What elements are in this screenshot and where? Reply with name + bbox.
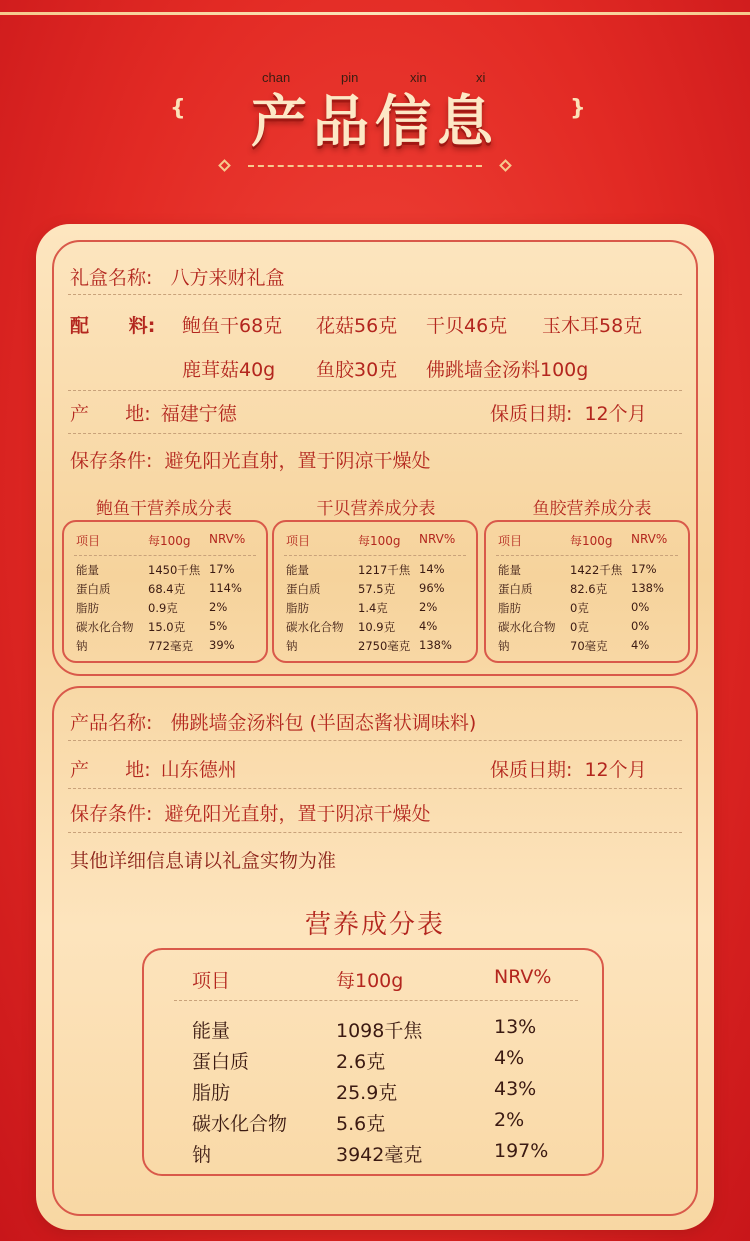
soup-origin-label: 产 地: [70, 759, 151, 781]
soup-nutrition-table: 项目 每100g NRV% 能量 1098千焦 13% 蛋白质 2.6克 4% 脂肪 25.9克 43% 碳水化合物 5.6克 2% 钠 3942毫克 197% [142, 948, 604, 1176]
table-row: 脂肪 0克 0% [498, 600, 650, 615]
table-row: 脂肪 0.9克 2% [76, 600, 228, 615]
storage-label: 保存条件: [70, 450, 153, 472]
scallop-nutrition-table: 项目 每100g NRV% 能量 1217千焦 14% 蛋白质 57.5克 96% 脂肪 1.4克 2% 碳水化合物 10.9克 4% 钠 2750毫克 138% [272, 520, 478, 663]
table-row: 钠 3942毫克 197% [192, 1140, 549, 1166]
table-row: 钠 2750毫克 138% [286, 638, 452, 653]
soup-storage-value: 避免阳光直射，置于阴凉干燥处 [164, 803, 431, 825]
soup-shelf-life-value: 12个月 [584, 759, 647, 781]
ingredient-item: 干贝46克 [426, 315, 508, 337]
abalone-nutrition-table: 项目 每100g NRV% 能量 1450千焦 17% 蛋白质 68.4克 114% 脂肪 0.9克 2% 碳水化合物 15.0克 5% 钠 772毫克 39% [62, 520, 268, 663]
soup-name-row [70, 708, 680, 735]
table-row: 碳水化合物 0克 0% [498, 619, 650, 634]
table-row: 能量 1450千焦 17% [76, 562, 235, 577]
storage-row [70, 446, 680, 473]
gift-box-name-row [70, 263, 680, 290]
soup-storage-label: 保存条件: [70, 803, 153, 825]
page-title: 产品信息 [251, 90, 499, 155]
ingredient-item: 鹿茸菇40g [182, 359, 276, 381]
fishmaw-table-title: 鱼胶营养成分表 [532, 499, 652, 519]
table-row: 脂肪 1.4克 2% [286, 600, 438, 615]
soup-shelf-life-label: 保质日期: [490, 759, 573, 781]
title-bracket-right: } [570, 96, 586, 121]
ingredient-item: 花菇56克 [316, 315, 398, 337]
table-row: 能量 1098千焦 13% [192, 1016, 537, 1042]
soup-name-label: 产品名称: [70, 712, 153, 734]
title-bracket-left: { [170, 96, 186, 121]
table-row: 蛋白质 82.6克 138% [498, 581, 664, 596]
ingredients-row [70, 311, 680, 338]
table-row: 蛋白质 57.5克 96% [286, 581, 445, 596]
table-row: 钠 772毫克 39% [76, 638, 235, 653]
table-row: 蛋白质 68.4克 114% [76, 581, 242, 596]
soup-shelf-life [490, 755, 647, 782]
soup-origin-value: 山东德州 [160, 759, 237, 781]
scallop-table-title: 干贝营养成分表 [316, 499, 436, 519]
table-row: 碳水化合物 5.6克 2% [192, 1109, 525, 1135]
pinyin-xi: xi [476, 70, 486, 85]
ingredient-item: 玉木耳58克 [542, 315, 643, 337]
table-row: 碳水化合物 15.0克 5% [76, 619, 228, 634]
pinyin-pin: pin [341, 70, 359, 85]
diamond-icon [499, 159, 512, 172]
soup-storage-row [70, 799, 680, 826]
fishmaw-nutrition-table: 项目 每100g NRV% 能量 1422千焦 17% 蛋白质 82.6克 138% 脂肪 0克 0% 碳水化合物 0克 0% 钠 70毫克 4% [484, 520, 690, 663]
table-row: 脂肪 25.9克 43% [192, 1078, 537, 1104]
table-row: 能量 1422千焦 17% [498, 562, 657, 577]
storage-value: 避免阳光直射，置于阴凉干燥处 [164, 450, 431, 472]
table-row: 钠 70毫克 4% [498, 638, 650, 653]
details-note: 其他详细信息请以礼盒实物为准 [70, 850, 337, 872]
origin-label: 产 地: [70, 403, 151, 425]
abalone-table-title: 鲍鱼干营养成分表 [96, 499, 232, 519]
gift-box-name-label: 礼盒名称: [70, 267, 153, 289]
nutrition-table-title: 营养成分表 [304, 910, 445, 940]
gift-box-name-value: 八方来财礼盒 [170, 267, 285, 289]
shelf-life-value: 12个月 [584, 403, 647, 425]
pinyin-xin: xin [410, 70, 427, 85]
shelf-life-label: 保质日期: [490, 403, 573, 425]
pinyin-chan: chan [262, 70, 291, 85]
soup-name-value: 佛跳墙金汤料包 (半固态酱状调味料) [170, 712, 477, 734]
shelf-life [490, 399, 647, 426]
table-row: 碳水化合物 10.9克 4% [286, 619, 438, 634]
ingredients-label: 配 料: [70, 315, 156, 337]
table-row: 能量 1217千焦 14% [286, 562, 445, 577]
origin-value: 福建宁德 [160, 403, 237, 425]
top-gold-line [0, 12, 750, 15]
ingredient-item: 鲍鱼干68克 [182, 315, 283, 337]
ingredient-item: 佛跳墙金汤料100g [426, 359, 589, 381]
table-row: 蛋白质 2.6克 4% [192, 1047, 525, 1073]
ingredient-item: 鱼胶30克 [316, 359, 398, 381]
header-divider [220, 160, 510, 172]
diamond-icon [218, 159, 231, 172]
